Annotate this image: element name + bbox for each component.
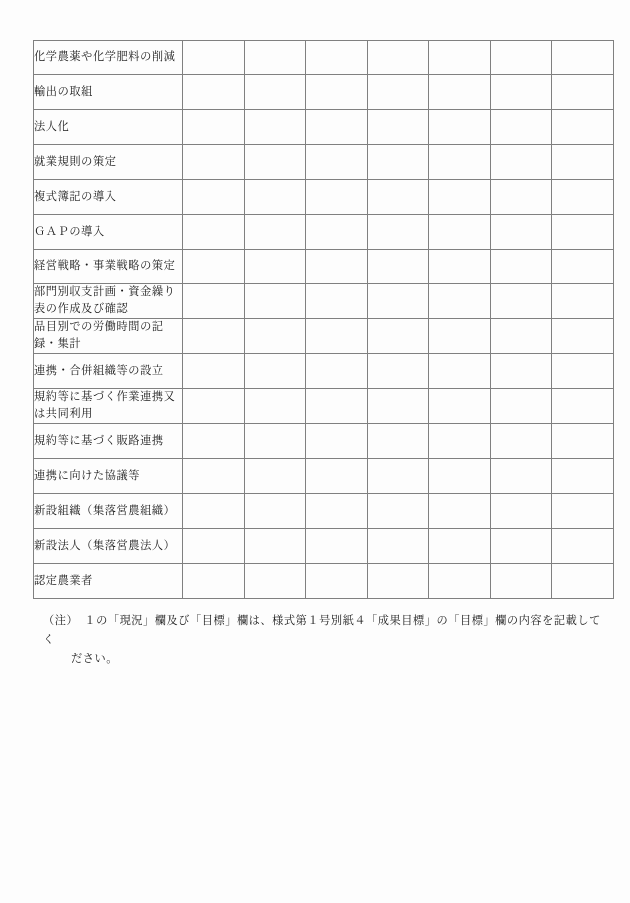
entry-cell[interactable] [490, 389, 552, 424]
entry-cell[interactable] [552, 41, 614, 75]
entry-cell[interactable] [306, 250, 368, 284]
row-label-cell [34, 145, 183, 180]
entry-cell[interactable] [490, 494, 552, 529]
entry-cell[interactable] [490, 75, 552, 110]
footnote-line-2: ださい。 [71, 653, 118, 665]
entry-cell[interactable] [429, 529, 491, 564]
entry-cell[interactable] [552, 75, 614, 110]
row-label: 法人化 [34, 120, 70, 133]
row-label: 部門別収支計画・資金繰り表の作成及び確認 [34, 286, 176, 315]
table-row [34, 180, 614, 215]
entry-cell[interactable] [183, 459, 245, 494]
entry-cell[interactable] [429, 319, 491, 354]
entry-cell[interactable] [367, 319, 429, 354]
footnote [43, 612, 605, 669]
row-label: 規約等に基づく作業連携又は共同利用 [34, 391, 176, 420]
entry-cell[interactable] [490, 564, 552, 599]
row-label-cell [34, 389, 183, 424]
entry-cell[interactable] [367, 354, 429, 389]
entry-cell[interactable] [429, 424, 491, 459]
row-label: 就業規則の策定 [34, 155, 117, 168]
entry-cell[interactable] [490, 110, 552, 145]
entry-cell[interactable] [306, 389, 368, 424]
entry-cell[interactable] [244, 145, 306, 180]
table-row [34, 319, 614, 354]
entry-cell[interactable] [306, 564, 368, 599]
entry-cell[interactable] [306, 180, 368, 215]
entry-cell[interactable] [552, 145, 614, 180]
entry-cell[interactable] [367, 250, 429, 284]
row-label-cell [34, 41, 183, 75]
table-row [34, 564, 614, 599]
entry-cell[interactable] [244, 529, 306, 564]
entry-cell[interactable] [552, 424, 614, 459]
entry-cell[interactable] [367, 41, 429, 75]
entry-cell[interactable] [367, 145, 429, 180]
entry-cell[interactable] [244, 110, 306, 145]
table-row [34, 41, 614, 75]
entry-cell[interactable] [490, 354, 552, 389]
row-label: 品目別での労働時間の記録・集計 [34, 321, 164, 350]
entry-cell[interactable] [429, 564, 491, 599]
entry-cell[interactable] [429, 110, 491, 145]
entry-cell[interactable] [183, 110, 245, 145]
row-label: 規約等に基づく販路連携 [34, 434, 164, 447]
entry-cell[interactable] [244, 354, 306, 389]
entry-cell[interactable] [429, 250, 491, 284]
row-label-cell [34, 180, 183, 215]
entry-cell[interactable] [429, 389, 491, 424]
entry-cell[interactable] [244, 41, 306, 75]
entry-cell[interactable] [183, 180, 245, 215]
entry-cell[interactable] [552, 110, 614, 145]
row-label-cell [34, 110, 183, 145]
entry-cell[interactable] [552, 494, 614, 529]
entry-cell[interactable] [183, 75, 245, 110]
entry-cell[interactable] [552, 354, 614, 389]
entry-cell[interactable] [244, 250, 306, 284]
row-label: 複式簿記の導入 [34, 190, 117, 203]
table-row [34, 494, 614, 529]
entry-cell[interactable] [367, 180, 429, 215]
entry-cell[interactable] [490, 41, 552, 75]
row-label-cell [34, 354, 183, 389]
table-row [34, 250, 614, 284]
form-table-body [34, 41, 614, 599]
row-label-cell [34, 75, 183, 110]
entry-cell[interactable] [244, 319, 306, 354]
entry-cell[interactable] [306, 110, 368, 145]
entry-cell[interactable] [183, 424, 245, 459]
entry-cell[interactable] [244, 389, 306, 424]
entry-cell[interactable] [244, 284, 306, 319]
form-table [33, 40, 614, 599]
entry-cell[interactable] [183, 250, 245, 284]
entry-cell[interactable] [552, 564, 614, 599]
entry-cell[interactable] [367, 459, 429, 494]
table-row [34, 110, 614, 145]
entry-cell[interactable] [490, 250, 552, 284]
entry-cell[interactable] [306, 319, 368, 354]
entry-cell[interactable] [429, 145, 491, 180]
entry-cell[interactable] [183, 284, 245, 319]
row-label-cell [34, 459, 183, 494]
row-label-cell [34, 250, 183, 284]
table-row [34, 75, 614, 110]
row-label: 経営戦略・事業戦略の策定 [34, 260, 176, 272]
entry-cell[interactable] [552, 319, 614, 354]
entry-cell[interactable] [183, 354, 245, 389]
entry-cell[interactable] [244, 75, 306, 110]
table-row [34, 215, 614, 250]
entry-cell[interactable] [490, 424, 552, 459]
entry-cell[interactable] [244, 494, 306, 529]
row-label-cell [34, 564, 183, 599]
entry-cell[interactable] [183, 529, 245, 564]
row-label-cell [34, 494, 183, 529]
entry-cell[interactable] [490, 215, 552, 250]
entry-cell[interactable] [490, 529, 552, 564]
entry-cell[interactable] [306, 284, 368, 319]
entry-cell[interactable] [490, 459, 552, 494]
entry-cell[interactable] [490, 180, 552, 215]
entry-cell[interactable] [429, 459, 491, 494]
table-row [34, 284, 614, 319]
entry-cell[interactable] [367, 494, 429, 529]
entry-cell[interactable] [552, 250, 614, 284]
row-label: 連携に向けた協議等 [34, 469, 141, 482]
entry-cell[interactable] [552, 284, 614, 319]
entry-cell[interactable] [306, 145, 368, 180]
entry-cell[interactable] [306, 41, 368, 75]
entry-cell[interactable] [183, 145, 245, 180]
row-label: ＧＡＰの導入 [34, 225, 105, 238]
row-label-cell [34, 424, 183, 459]
table-row [34, 529, 614, 564]
entry-cell[interactable] [244, 180, 306, 215]
entry-cell[interactable] [306, 529, 368, 564]
row-label-cell [34, 215, 183, 250]
entry-cell[interactable] [183, 494, 245, 529]
footnote-line-1: （注） １の「現況」欄及び「目標」欄は、様式第１号別紙４「成果目標」の「目標」欄の内容を記載してく [43, 615, 601, 646]
row-label: 新設組織（集落営農組織） [34, 504, 176, 517]
entry-cell[interactable] [552, 215, 614, 250]
entry-cell[interactable] [367, 389, 429, 424]
table-row [34, 424, 614, 459]
entry-cell[interactable] [183, 564, 245, 599]
entry-cell[interactable] [429, 284, 491, 319]
form-table-container [33, 40, 605, 599]
entry-cell[interactable] [367, 529, 429, 564]
entry-cell[interactable] [306, 354, 368, 389]
entry-cell[interactable] [429, 354, 491, 389]
row-label-cell [34, 284, 183, 319]
entry-cell[interactable] [306, 494, 368, 529]
entry-cell[interactable] [306, 75, 368, 110]
entry-cell[interactable] [490, 145, 552, 180]
entry-cell[interactable] [367, 110, 429, 145]
table-row [34, 354, 614, 389]
entry-cell[interactable] [490, 319, 552, 354]
row-label-cell [34, 319, 183, 354]
entry-cell[interactable] [490, 284, 552, 319]
row-label: 新設法人（集落営農法人） [34, 539, 176, 552]
entry-cell[interactable] [429, 41, 491, 75]
entry-cell[interactable] [429, 180, 491, 215]
entry-cell[interactable] [552, 180, 614, 215]
row-label: 輸出の取組 [34, 85, 93, 98]
entry-cell[interactable] [306, 424, 368, 459]
entry-cell[interactable] [367, 564, 429, 599]
entry-cell[interactable] [183, 389, 245, 424]
entry-cell[interactable] [429, 75, 491, 110]
entry-cell[interactable] [244, 424, 306, 459]
entry-cell[interactable] [183, 319, 245, 354]
table-row [34, 459, 614, 494]
entry-cell[interactable] [306, 459, 368, 494]
table-row [34, 145, 614, 180]
table-row [34, 389, 614, 424]
entry-cell[interactable] [244, 459, 306, 494]
entry-cell[interactable] [367, 284, 429, 319]
entry-cell[interactable] [552, 529, 614, 564]
row-label: 認定農業者 [34, 574, 93, 587]
entry-cell[interactable] [367, 424, 429, 459]
entry-cell[interactable] [429, 215, 491, 250]
entry-cell[interactable] [552, 389, 614, 424]
row-label: 化学農薬や化学肥料の削減 [34, 51, 176, 63]
row-label-cell [34, 529, 183, 564]
entry-cell[interactable] [244, 564, 306, 599]
entry-cell[interactable] [183, 41, 245, 75]
entry-cell[interactable] [244, 215, 306, 250]
entry-cell[interactable] [183, 215, 245, 250]
row-label: 連携・合併組織等の設立 [34, 364, 164, 377]
entry-cell[interactable] [306, 215, 368, 250]
entry-cell[interactable] [552, 459, 614, 494]
entry-cell[interactable] [367, 75, 429, 110]
entry-cell[interactable] [429, 494, 491, 529]
entry-cell[interactable] [367, 215, 429, 250]
